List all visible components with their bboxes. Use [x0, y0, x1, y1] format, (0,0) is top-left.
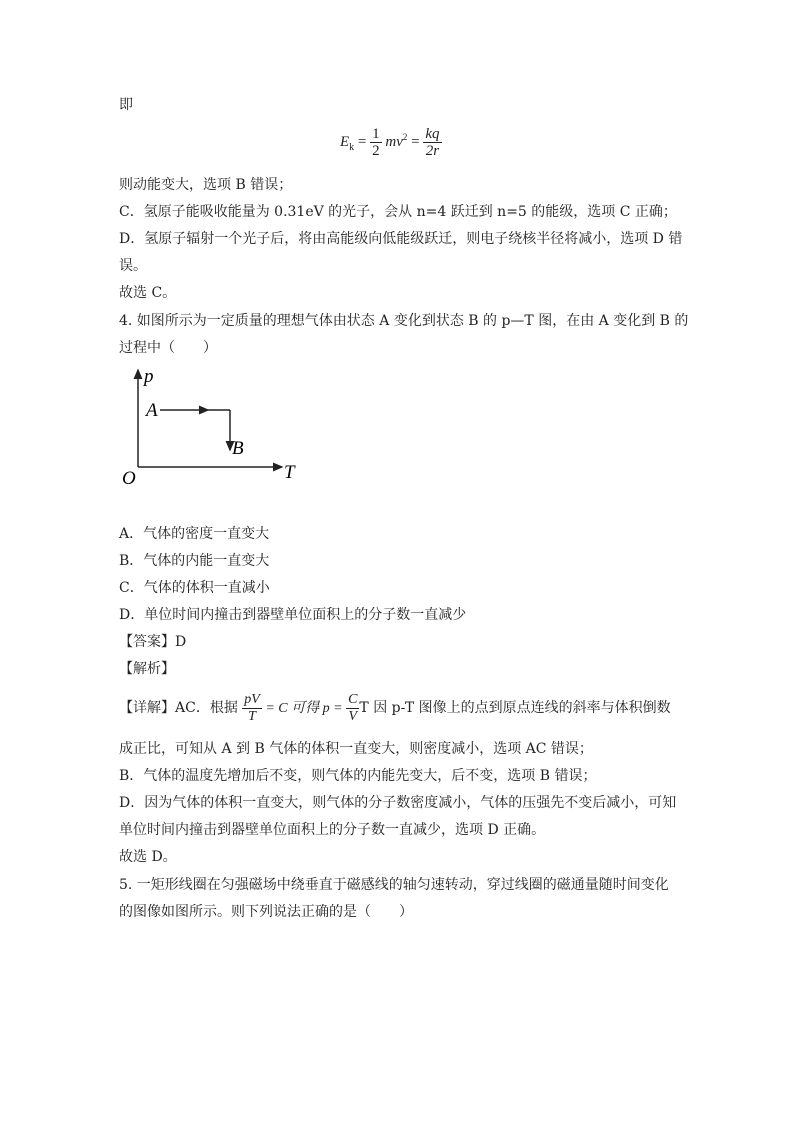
kinetic-energy-equation: $E_k$ = $\frac{1}{2}$ $mv^2$ = $\frac{kq}{2r}$: [340, 126, 440, 159]
T-axis-label: T: [284, 462, 295, 483]
detail-line-5: 单位时间内撞击到器壁单位面积上的分子数一直减少，选项 D 正确。: [119, 822, 546, 838]
text-line: 误。: [119, 258, 147, 274]
text-line: C．氢原子能吸收能量为 0.31eV 的光子，会从 n=4 跃迁到 n=5 的能级，选项 C 正确；: [119, 204, 677, 220]
answer-label: 【答案】D: [119, 634, 187, 650]
text-line: 则动能变大，选项 B 错误；: [119, 177, 293, 193]
state-B-label: B: [232, 438, 244, 459]
fraction: $\frac{1}{2}$: [372, 126, 380, 159]
question-4-stem-cont: 过程中（ ）: [119, 340, 217, 356]
question-5-stem-cont: 的图像如图所示。则下列说法正确的是（ ）: [119, 904, 413, 920]
detail-line-1: 【详解】AC．根据 $\frac{pV}{T}$ = C 可得 p = $\frac{C}{V}$ T 因 p-T 图像上的点到原点连线的斜率与体积倒数: [119, 691, 671, 724]
detail-line-2: 成正比，可知从 A 到 B 气体的体积一直变大，则密度减小，选项 AC 错误；: [119, 741, 593, 757]
detail-line-4: D．因为气体的体积一直变大，则气体的分子数密度减小，气体的压强先不变后减小，可知: [119, 795, 677, 811]
state-A-label: A: [146, 400, 158, 421]
text-line: 故选 C。: [119, 285, 177, 301]
text-line: 即: [119, 97, 133, 113]
pt-diagram: [110, 360, 310, 490]
p-axis-label: p: [144, 366, 154, 387]
option-d: D．单位时间内撞击到器壁单位面积上的分子数一直减少: [119, 607, 467, 623]
text-line: D．氢原子辐射一个光子后，将由高能级向低能级跃迁，则电子绕核半径将减小，选项 D 错: [119, 231, 683, 247]
question-4-stem: 4. 如图所示为一定质量的理想气体由状态 A 变化到状态 B 的 p—T 图，在由 A 变化到 B 的: [119, 313, 689, 329]
option-b: B．气体的内能一直变大: [119, 553, 270, 569]
option-c: C．气体的体积一直减小: [119, 580, 270, 596]
detail-line-6: 故选 D。: [119, 849, 177, 865]
origin-label: O: [122, 468, 136, 489]
question-5-stem: 5. 一矩形线圈在匀强磁场中绕垂直于磁感线的轴匀速转动，穿过线圈的磁通量随时间变化: [119, 877, 669, 893]
option-a: A．气体的密度一直变大: [119, 526, 270, 542]
detail-line-3: B．气体的温度先增加后不变，则气体的内能先变大，后不变，选项 B 错误；: [119, 768, 597, 784]
fraction: $\frac{kq}{2r}$: [425, 126, 440, 159]
analysis-label: 【解析】: [119, 661, 175, 677]
